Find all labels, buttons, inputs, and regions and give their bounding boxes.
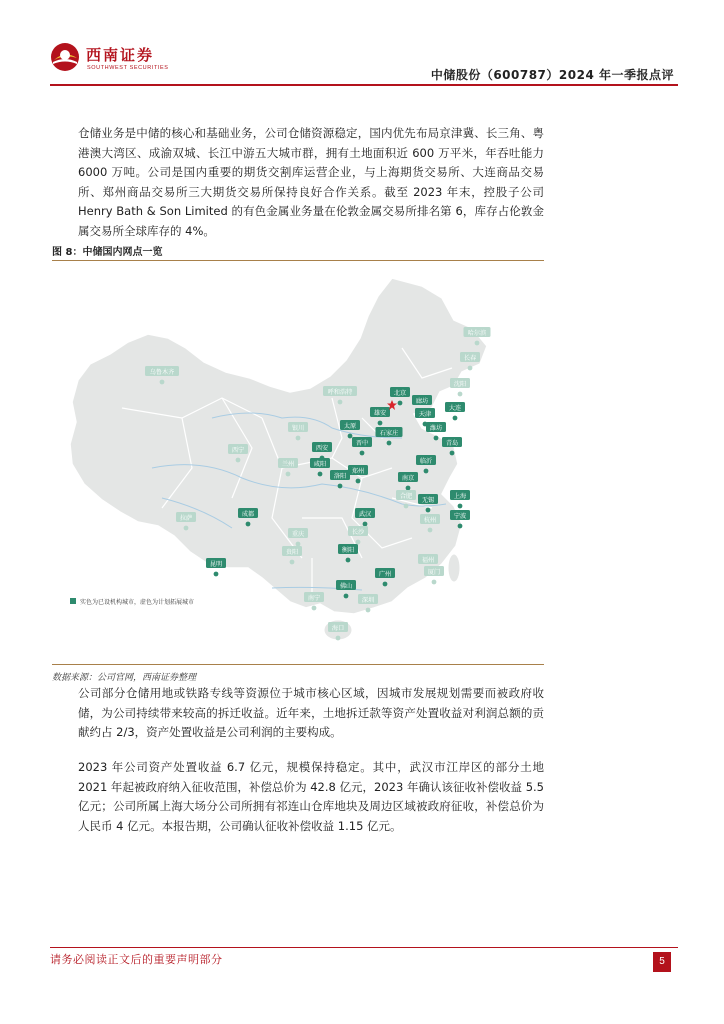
city-label: 天津: [418, 410, 432, 418]
city-label: 昆明: [209, 560, 223, 568]
city-label: 石家庄: [379, 429, 399, 437]
location-pin-icon: [378, 421, 383, 426]
city-label: 武汉: [358, 510, 372, 518]
city-label: 临沂: [419, 457, 433, 465]
city-label: 海口: [331, 624, 345, 632]
city-label: 兰州: [281, 460, 295, 468]
location-pin-icon: [424, 469, 429, 474]
map-legend-text: 实色为已设机构城市，虚色为计划拓展城市: [80, 599, 195, 606]
city-label: 大连: [448, 404, 462, 412]
location-pin-icon: [428, 528, 433, 533]
city-marker-40: [424, 566, 444, 584]
location-pin-icon: [363, 522, 368, 527]
city-label: 贵阳: [285, 548, 299, 556]
location-pin-icon: [426, 508, 431, 513]
southwest-securities-logo: [50, 38, 200, 82]
city-marker-23: [206, 558, 226, 576]
location-pin-icon: [312, 606, 317, 611]
figure-top-rule: [52, 260, 544, 261]
city-label: 成都: [241, 510, 255, 518]
location-pin-icon: [338, 484, 343, 489]
city-label: 重庆: [291, 530, 305, 538]
location-pin-icon: [432, 580, 437, 585]
location-pin-icon: [348, 434, 353, 439]
city-label: 银川: [291, 424, 305, 432]
logo-emblem-icon: [50, 42, 80, 72]
city-label: 长春: [463, 354, 477, 362]
city-label: 廊坊: [415, 397, 429, 405]
location-pin-icon: [458, 504, 463, 509]
city-label: 长沙: [351, 528, 365, 536]
location-pin-icon: [318, 472, 323, 477]
location-pin-icon: [387, 441, 392, 446]
city-label: 西宁: [231, 446, 245, 454]
location-pin-icon: [450, 451, 455, 456]
city-label: 衡阳: [341, 546, 355, 554]
figure-source: 数据来源：公司官网，西南证券整理: [52, 673, 197, 683]
logo-chinese-text: 西南证券: [86, 46, 155, 64]
location-pin-icon: [296, 542, 301, 547]
city-label: 南京: [401, 474, 415, 482]
city-label: 青岛: [445, 439, 459, 447]
taiwan-island: [448, 554, 460, 582]
location-pin-icon: [468, 366, 473, 371]
location-pin-icon: [366, 608, 371, 613]
location-pin-icon: [290, 560, 295, 565]
location-pin-icon: [398, 401, 403, 406]
city-label: 乌鲁木齐: [149, 368, 175, 376]
city-label: 拉萨: [179, 514, 193, 522]
location-pin-icon: [406, 486, 411, 491]
location-pin-icon: [434, 436, 439, 441]
location-pin-icon: [458, 524, 463, 529]
city-label: 合肥: [399, 492, 413, 500]
location-pin-icon: [296, 436, 301, 441]
city-label: 佛山: [339, 582, 353, 590]
location-pin-icon: [246, 522, 251, 527]
location-pin-icon: [404, 504, 409, 509]
figure-title: 图 8：中储国内网点一览: [52, 247, 163, 258]
location-pin-icon: [383, 582, 388, 587]
city-label: 无锡: [421, 496, 435, 504]
footer-disclaimer: 请务必阅读正文后的重要声明部分: [50, 953, 223, 966]
location-pin-icon: [184, 526, 189, 531]
city-label: 北京: [393, 389, 407, 397]
location-pin-icon: [160, 380, 165, 385]
footer-divider: [50, 947, 678, 948]
city-label: 呼和浩特: [327, 388, 353, 396]
china-network-map: [62, 268, 540, 660]
city-label: 宁波: [453, 512, 467, 520]
figure-bottom-rule: [52, 664, 544, 665]
city-label: 上海: [453, 492, 467, 500]
city-label: 咸阳: [313, 460, 327, 468]
city-label: 哈尔滨: [467, 329, 487, 337]
city-label: 潍坊: [429, 424, 443, 432]
location-pin-icon: [336, 636, 341, 641]
city-label: 雄安: [373, 409, 387, 417]
city-label: 厦门: [427, 568, 441, 576]
header-divider: [50, 84, 678, 86]
paragraph-land-disposal: 公司部分仓储用地或铁路专线等资源位于城市核心区域，因城市发展规划需要而被政府收储，为公司持续带来较高的拆迁收益。近年来，土地拆迁款等资产处置收益对利润总额的贡献约占 2/3，资产处置收益是公司利润的主要构成。: [78, 686, 544, 739]
location-pin-icon: [360, 451, 365, 456]
paragraph-2023-disposal-income: 2023 年公司资产处置收益 6.7 亿元，规模保持稳定。其中，武汉市江岸区的部分土地 2021 年起被政府纳入征收范围，补偿总价为 42.8 亿元，2023 年确认该征收补偿收益 5.5 亿元；公司所属上海大场分公司所拥有祁连山仓库地块及周边区域被政府征收，补偿总价为人民币 4 亿元。本报告期，公司确认征收补偿收益 1.15 亿元。: [78, 760, 544, 833]
city-label: 广州: [378, 570, 392, 578]
city-label: 福州: [421, 556, 435, 564]
city-label: 洛阳: [333, 472, 347, 480]
location-pin-icon: [475, 341, 480, 346]
city-label: 南宁: [307, 594, 321, 602]
location-pin-icon: [453, 416, 458, 421]
city-label: 晋中: [355, 439, 369, 447]
location-pin-icon: [344, 594, 349, 599]
city-label: 郑州: [351, 467, 365, 475]
city-label: 西安: [315, 444, 329, 452]
city-marker-3: [445, 402, 465, 420]
report-title: 中储股份（600787）2024 年一季报点评: [430, 68, 674, 82]
location-pin-icon: [338, 400, 343, 405]
location-pin-icon: [458, 392, 463, 397]
page-header: [50, 38, 678, 86]
location-pin-icon: [286, 472, 291, 477]
city-label: 太原: [343, 422, 357, 430]
location-pin-icon: [356, 479, 361, 484]
logo-english-text: SOUTHWEST SECURITIES: [87, 65, 169, 71]
city-label: 杭州: [423, 516, 437, 524]
city-marker-27: [450, 378, 470, 396]
city-label: 沈阳: [453, 380, 467, 388]
legend-swatch: [70, 598, 76, 604]
paragraph-warehousing-business: 仓储业务是中储的核心和基础业务，公司仓储资源稳定，国内优先布局京津冀、长三角、粤港澳大湾区、成渝双城、长江中游五大城市群，拥有土地面积近 600 万平米，年吞吐能力 6000 万吨。公司是国内重要的期货交割库运营企业，与上海期货交易所、大连商品交易所、郑州商品交易所三大期货交易所保持良好合作关系。截至 2023 年末，控股子公司 Henry Bath & Son Limited 的有色金属业务量在伦敦金属交易所排名第 6，库存占伦敦金属交易所全球库存的 4%。: [78, 126, 544, 238]
location-pin-icon: [356, 540, 361, 545]
page-number: 5: [653, 952, 671, 972]
location-pin-icon: [236, 458, 241, 463]
location-pin-icon: [346, 558, 351, 563]
location-pin-icon: [214, 572, 219, 577]
city-label: 深圳: [361, 596, 375, 604]
